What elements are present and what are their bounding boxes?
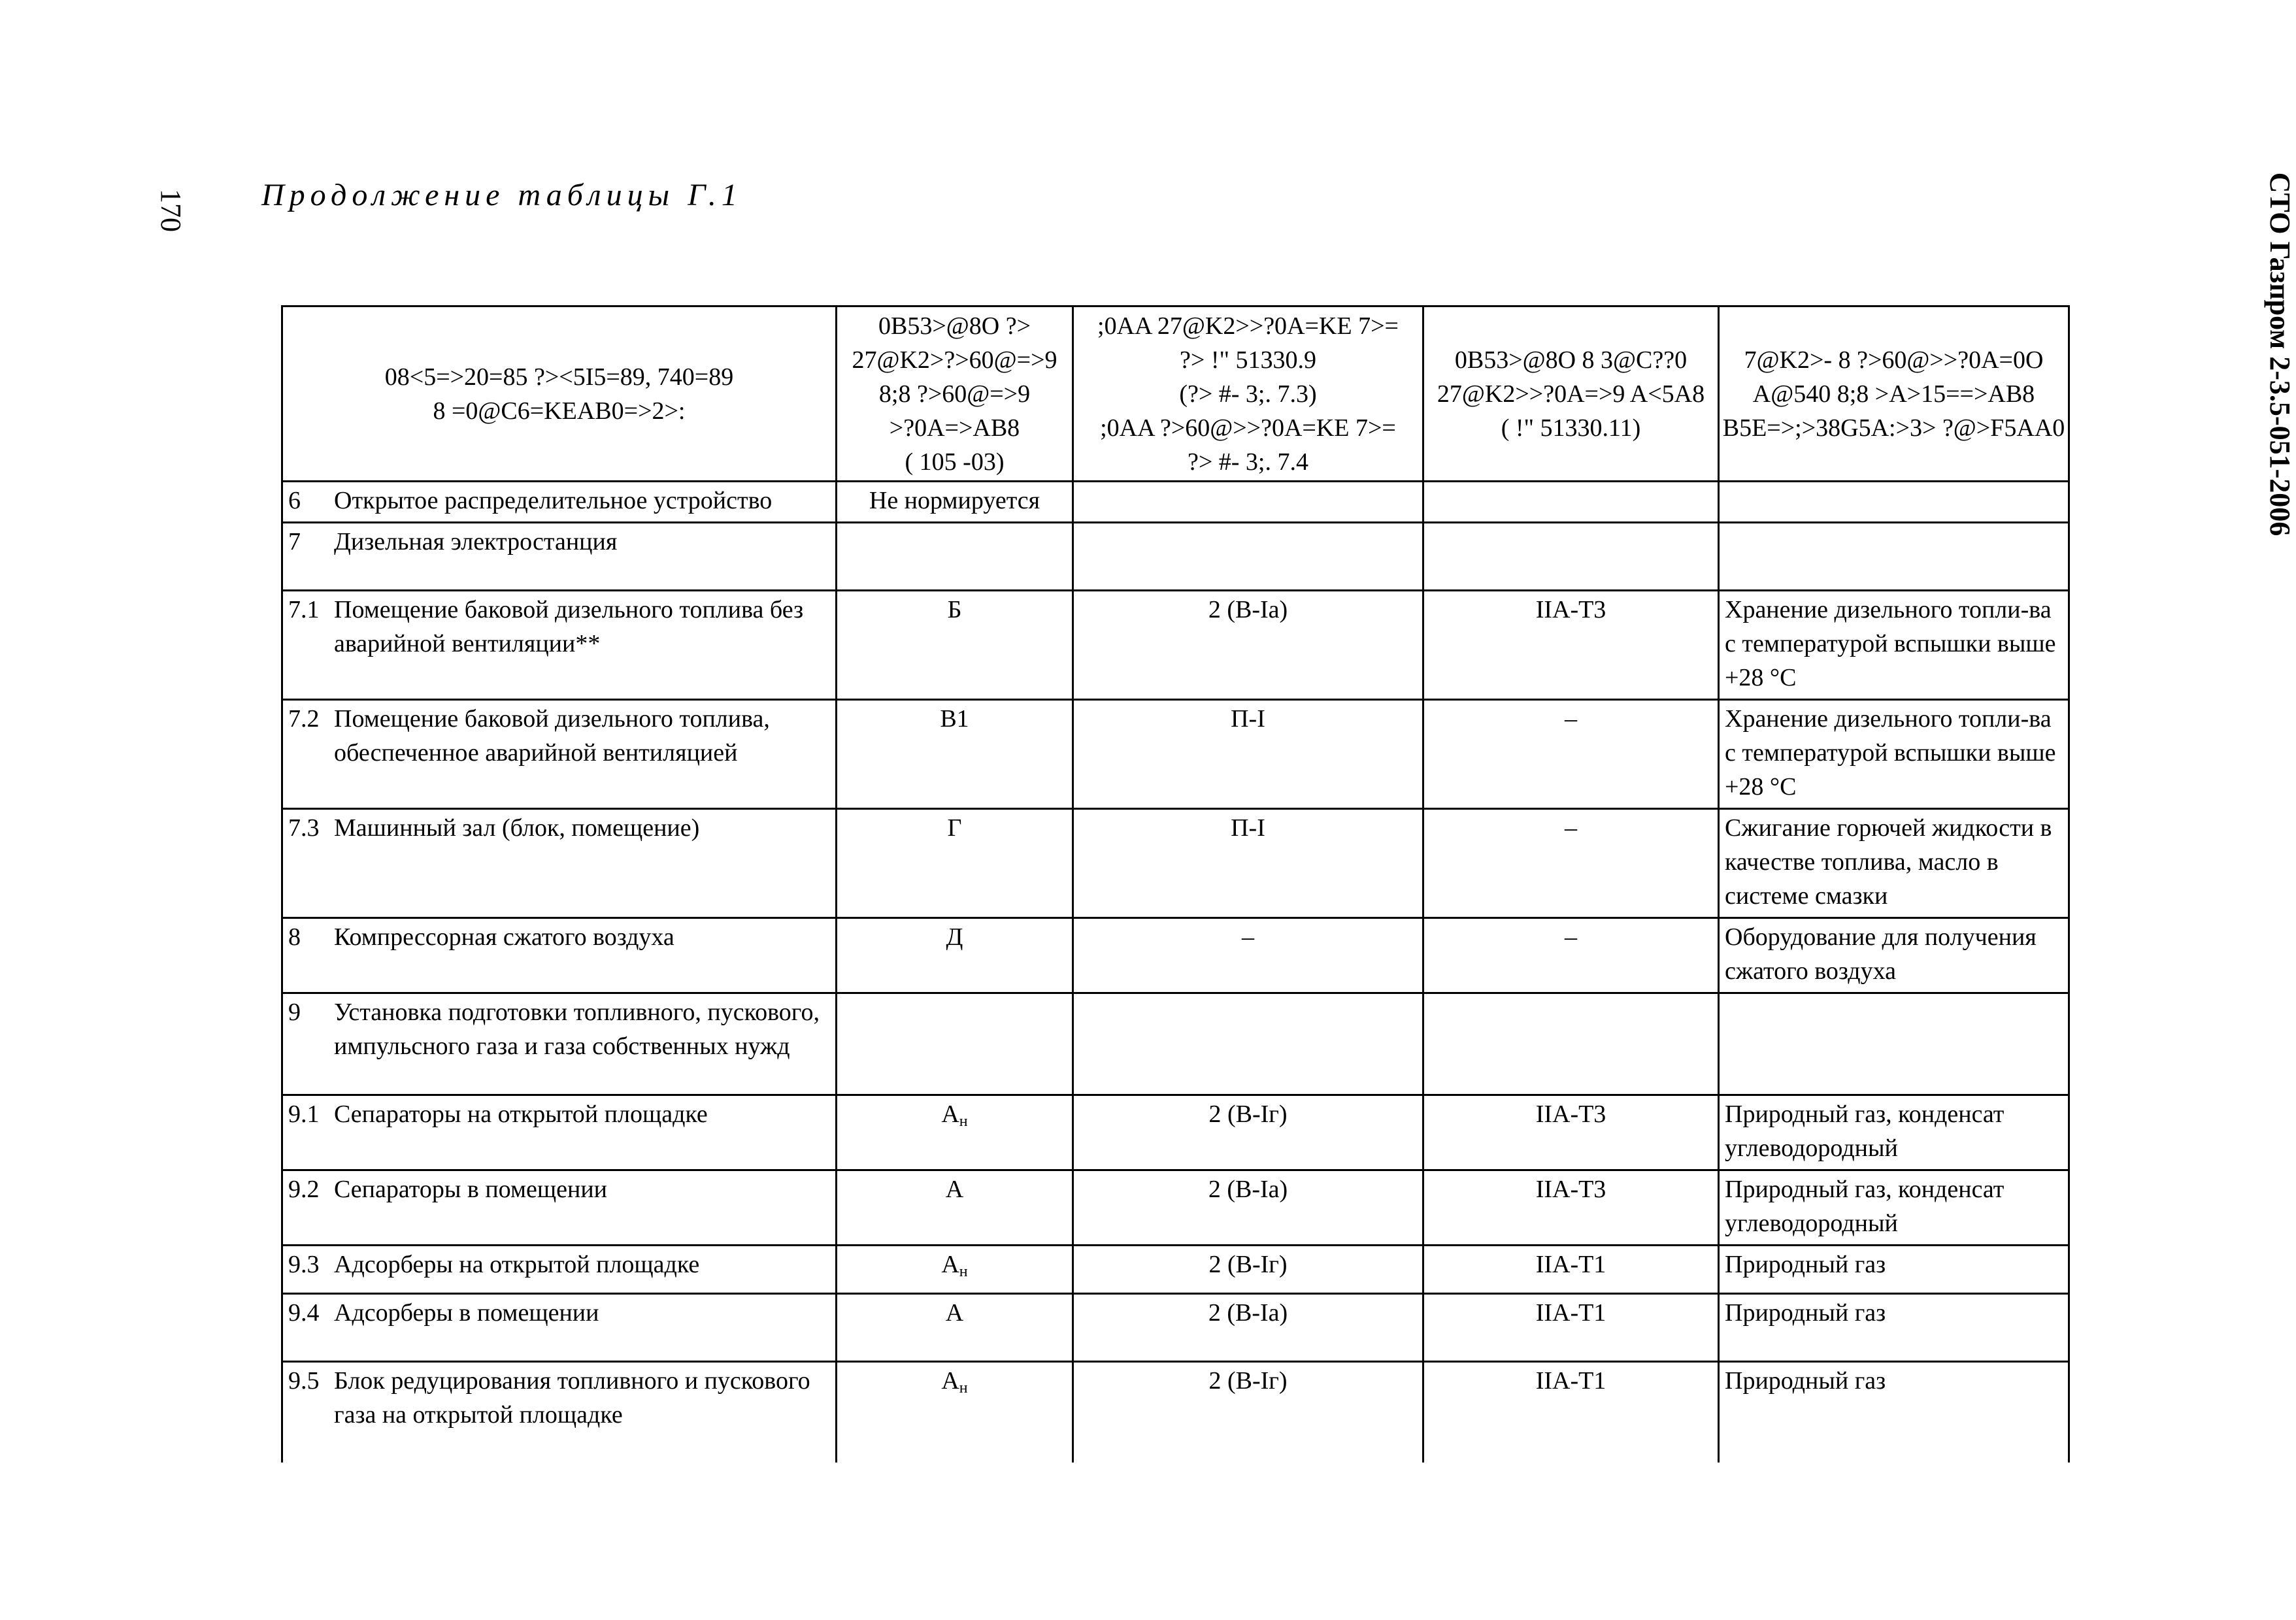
zone-class-cell: 2 (В-Iг) [1073, 1362, 1423, 1463]
table-row [282, 918, 2069, 993]
group-cell: IIA-T3 [1423, 1095, 1719, 1170]
medium-cell: Хранение дизельного топли-ва с температурой вспышки выше +28 °С [1719, 591, 2069, 700]
table-row [282, 482, 2069, 523]
header-cell-name: 08<5=>20=85 ?><5I5=89, 740=89 8 =0@C6=KEAB0=>2>: [282, 306, 837, 482]
zone-class-cell: 2 (В-Iа) [1073, 1170, 1423, 1246]
category-letter: А [941, 1100, 959, 1128]
medium-cell [1719, 482, 2069, 523]
category-cell: Г [837, 809, 1073, 918]
medium-cell: Природный газ [1719, 1294, 2069, 1362]
group-cell: IIA-T1 [1423, 1362, 1719, 1463]
name-cell [282, 809, 837, 918]
name-cell [282, 1095, 837, 1170]
medium-cell: Оборудование для получения сжатого воздуха [1719, 918, 2069, 993]
category-subscript: н [959, 1380, 968, 1397]
category-subscript: н [959, 1263, 968, 1280]
row-name: Машинный зал (блок, помещение) [334, 814, 700, 842]
row-number: 9.1 [288, 1100, 320, 1128]
category-cell [837, 523, 1073, 591]
page-number: 170 [155, 189, 187, 232]
group-cell: – [1423, 918, 1719, 993]
category-cell [837, 1362, 1073, 1463]
group-cell: IIA-T3 [1423, 1170, 1719, 1246]
row-name: Дизельная электростанция [334, 528, 618, 555]
header-cell-zone-class: ;0AA 27@K2>>?0A=KE 7>= ?> !" 51330.9 (?> #- 3;. 7.3) ;0AA ?>60@>>?0A=KE 7>= ?> #- 3;. 7.4 [1073, 306, 1423, 482]
zone-class-cell: 2 (В-Iа) [1073, 591, 1423, 700]
zone-class-cell: П-I [1073, 700, 1423, 809]
row-number: 8 [288, 923, 301, 951]
medium-cell: Хранение дизельного топли-ва с температурой вспышки выше +28 °С [1719, 700, 2069, 809]
table-row [282, 1246, 2069, 1294]
table-row [282, 700, 2069, 809]
row-number: 9 [288, 999, 301, 1026]
row-number: 9.2 [288, 1176, 320, 1203]
zone-class-cell: – [1073, 918, 1423, 993]
row-name: Блок редуцирования топливного и пускового газа на открытой площадке [334, 1367, 810, 1429]
category-cell: Б [837, 591, 1073, 700]
table-row [282, 523, 2069, 591]
row-name: Помещение баковой дизельного топлива, обеспеченное аварийной вентиляцией [334, 705, 770, 767]
row-name: Адсорберы на открытой площадке [334, 1251, 700, 1278]
medium-cell [1719, 993, 2069, 1095]
header-cell-category: 0B53>@8O ?> 27@K2>?>60@=>9 8;8 ?>60@=>9 >?0A=>AB8 ( 105 -03) [837, 306, 1073, 482]
zone-class-cell [1073, 482, 1423, 523]
name-cell [282, 1294, 837, 1362]
group-cell: IIA-T3 [1423, 591, 1719, 700]
category-cell: Д [837, 918, 1073, 993]
zone-class-cell: 2 (В-Iг) [1073, 1246, 1423, 1294]
row-name: Открытое распределительное устройство [334, 487, 773, 514]
name-cell [282, 918, 837, 993]
group-cell [1423, 993, 1719, 1095]
name-cell [282, 523, 837, 591]
category-cell [837, 993, 1073, 1095]
category-subscript: н [959, 1113, 968, 1130]
table-row [282, 1095, 2069, 1170]
table-header-row [282, 306, 2069, 482]
row-name: Сепараторы на открытой площадке [334, 1100, 708, 1128]
medium-cell: Природный газ, конденсат углеводородный [1719, 1095, 2069, 1170]
table-row [282, 993, 2069, 1095]
name-cell [282, 993, 837, 1095]
row-name: Помещение баковой дизельного топлива без аварийной вентиляции** [334, 596, 804, 657]
medium-cell: Природный газ [1719, 1362, 2069, 1463]
row-number: 9.4 [288, 1299, 320, 1327]
group-cell: – [1423, 700, 1719, 809]
group-cell: IIA-T1 [1423, 1294, 1719, 1362]
row-number: 9.5 [288, 1367, 320, 1395]
medium-cell: Сжигание горючей жидкости в качестве топлива, масло в системе смазки [1719, 809, 2069, 918]
group-cell: – [1423, 809, 1719, 918]
table-row [282, 1170, 2069, 1246]
group-cell [1423, 482, 1719, 523]
category-cell: В1 [837, 700, 1073, 809]
zone-class-cell [1073, 993, 1423, 1095]
table-row [282, 1362, 2069, 1463]
table-row [282, 809, 2069, 918]
category-letter: А [941, 1251, 959, 1278]
document-code: СТО Газпром 2-3.5-051-2006 [2264, 172, 2296, 537]
zone-class-cell [1073, 523, 1423, 591]
name-cell [282, 1170, 837, 1246]
row-number: 6 [288, 487, 301, 514]
name-cell [282, 1246, 837, 1294]
row-name: Компрессорная сжатого воздуха [334, 923, 674, 951]
row-number: 7.2 [288, 705, 320, 733]
header-cell-medium: 7@K2>- 8 ?>60@>>?0A=0O A@540 8;8 >A>15==>AB8 B5E=>;>38G5A:>3> ?@>F5AA0 [1719, 306, 2069, 482]
name-cell [282, 482, 837, 523]
row-name: Адсорберы в помещении [334, 1299, 599, 1327]
row-name: Сепараторы в помещении [334, 1176, 607, 1203]
row-number: 9.3 [288, 1251, 320, 1278]
name-cell [282, 700, 837, 809]
zone-class-cell: П-I [1073, 809, 1423, 918]
name-cell [282, 591, 837, 700]
zone-class-cell: 2 (В-Iг) [1073, 1095, 1423, 1170]
classification-table [281, 305, 2070, 1463]
category-cell: Не нормируется [837, 482, 1073, 523]
category-letter: А [941, 1367, 959, 1395]
category-cell: А [837, 1170, 1073, 1246]
group-cell: IIA-T1 [1423, 1246, 1719, 1294]
medium-cell: Природный газ, конденсат углеводородный [1719, 1170, 2069, 1246]
header-cell-group: 0B53>@8O 8 3@C??0 27@K2>>?0A=>9 A<5A8 ( !" 51330.11) [1423, 306, 1719, 482]
table-row [282, 591, 2069, 700]
table-row [282, 1294, 2069, 1362]
group-cell [1423, 523, 1719, 591]
row-number: 7 [288, 528, 301, 555]
row-name: Установка подготовки топливного, пускового, импульсного газа и газа собственных нужд [334, 999, 820, 1060]
category-cell [837, 1095, 1073, 1170]
category-cell [837, 1246, 1073, 1294]
row-number: 7.3 [288, 814, 320, 842]
medium-cell: Природный газ [1719, 1246, 2069, 1294]
category-cell: А [837, 1294, 1073, 1362]
table-caption: Продолжение таблицы Г.1 [261, 178, 742, 212]
zone-class-cell: 2 (В-Iа) [1073, 1294, 1423, 1362]
name-cell [282, 1362, 837, 1463]
medium-cell [1719, 523, 2069, 591]
row-number: 7.1 [288, 596, 320, 623]
